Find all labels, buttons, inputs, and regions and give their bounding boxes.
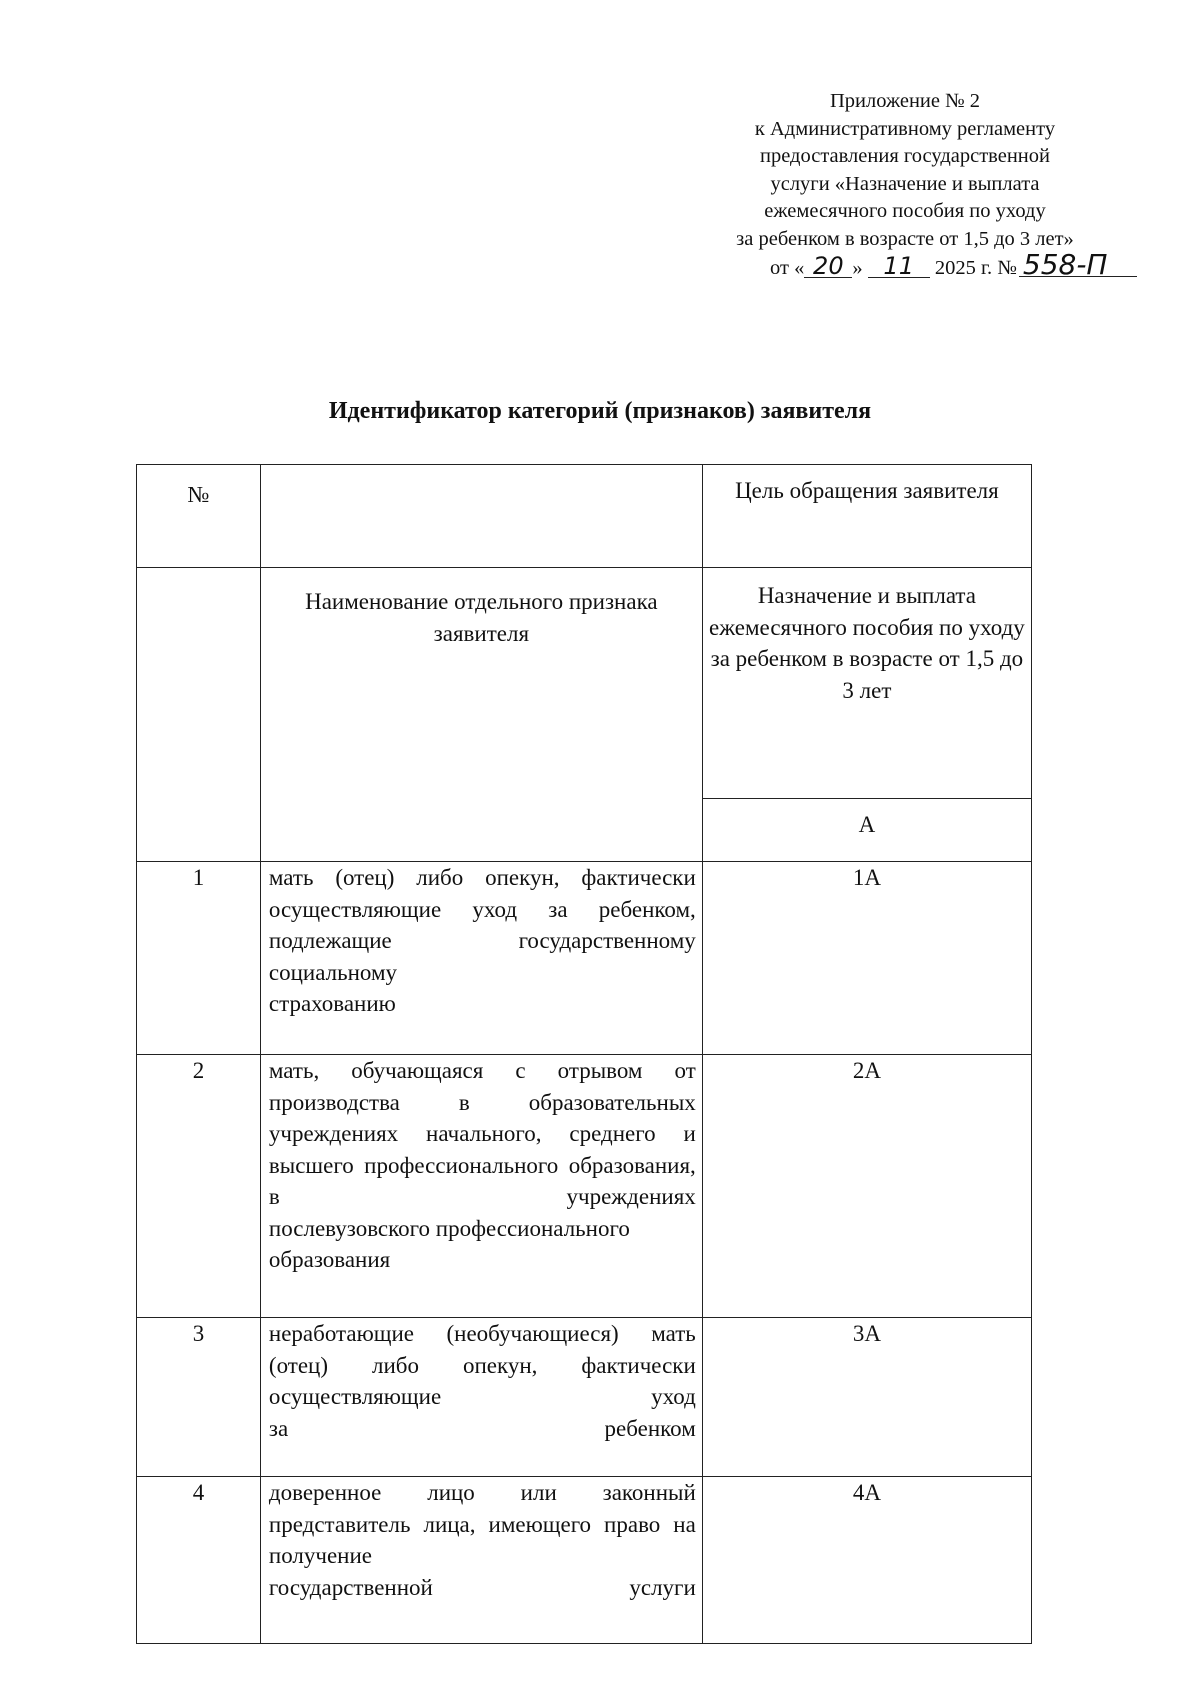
- table-row: [137, 1055, 1032, 1318]
- row-feature-text-end: государственной услуги: [268, 1574, 696, 1600]
- row-code: 2А: [702, 1055, 1031, 1318]
- document-title: Идентификатор категорий (признаков) заявителя: [328, 398, 872, 424]
- header-line-4: услуги «Назначение и выплата: [770, 172, 1040, 195]
- header-line-6: за ребенком в возрасте от 1,5 до 3 лет»: [736, 227, 1074, 250]
- table-row: [137, 1477, 1032, 1644]
- table-subheader-row: [137, 568, 1032, 799]
- applicant-category-table: [136, 464, 1032, 1644]
- table-row: [137, 862, 1032, 1055]
- header-line-3: предоставления государственной: [760, 145, 1050, 167]
- row-code: 3А: [702, 1318, 1031, 1477]
- date-year: 2025 г.: [934, 257, 993, 279]
- row-number: 2: [137, 1055, 261, 1318]
- empty-header-cell: [260, 465, 702, 568]
- row-feature-text: мать (отец) либо опекун, фактически осуществляющие уход за ребенком, подлежащие государственному социальному: [268, 865, 696, 985]
- row-number: 3: [137, 1318, 261, 1477]
- row-code: 1А: [702, 862, 1031, 1055]
- empty-number-cell: [137, 568, 261, 862]
- row-feature-text-end: послевузовского профессионального образования: [268, 1215, 630, 1272]
- handwritten-day: 20: [804, 255, 852, 278]
- table-row: [137, 1318, 1032, 1477]
- date-prefix: от: [770, 257, 789, 279]
- handwritten-month: 11: [868, 255, 930, 278]
- header-line-5: ежемесячного пособия по уходу: [764, 200, 1046, 222]
- row-feature-text: доверенное лицо или законный представитель лица, имеющего право на получение: [268, 1480, 696, 1568]
- row-feature-name: [260, 1477, 702, 1644]
- header-line-2: к Административному регламенту: [754, 117, 1056, 140]
- handwritten-document-number: 558-П: [1019, 254, 1137, 277]
- header-line-1: Приложение № 2: [829, 90, 981, 112]
- purpose-header: Назначение и выплата ежемесячного пособия по уходу за ребенком в возрасте от 1,5 до 3 лет: [702, 568, 1031, 799]
- date-open-quote: «: [794, 257, 805, 279]
- row-feature-text: мать, обучающаяся с отрывом от производства в образовательных учреждениях начального, среднего и высшего профессионального образования, в учреждениях: [268, 1058, 696, 1209]
- table-header-row: [137, 465, 1032, 568]
- number-sign: №: [997, 257, 1017, 279]
- goal-column-header: Цель обращения заявителя: [702, 465, 1031, 568]
- code-letter-cell: А: [702, 799, 1031, 862]
- row-feature-name: [260, 1055, 702, 1318]
- row-code: 4А: [702, 1477, 1031, 1644]
- appendix-header: [690, 88, 1120, 253]
- date-close-quote: »: [852, 257, 863, 279]
- feature-name-header: Наименование отдельного признака заявителя: [260, 568, 702, 862]
- row-feature-text-end: страхованию: [268, 991, 396, 1016]
- row-number: 4: [137, 1477, 261, 1644]
- row-feature-name: [260, 862, 702, 1055]
- row-feature-text: неработающие (необучающиеся) мать (отец) либо опекун, фактически осуществляющие уход: [268, 1321, 696, 1409]
- row-feature-name: [260, 1318, 702, 1477]
- row-number: 1: [137, 862, 261, 1055]
- row-feature-text-end: за ребенком: [268, 1415, 696, 1441]
- number-column-header: №: [137, 465, 261, 568]
- approval-date-line: [770, 248, 1137, 281]
